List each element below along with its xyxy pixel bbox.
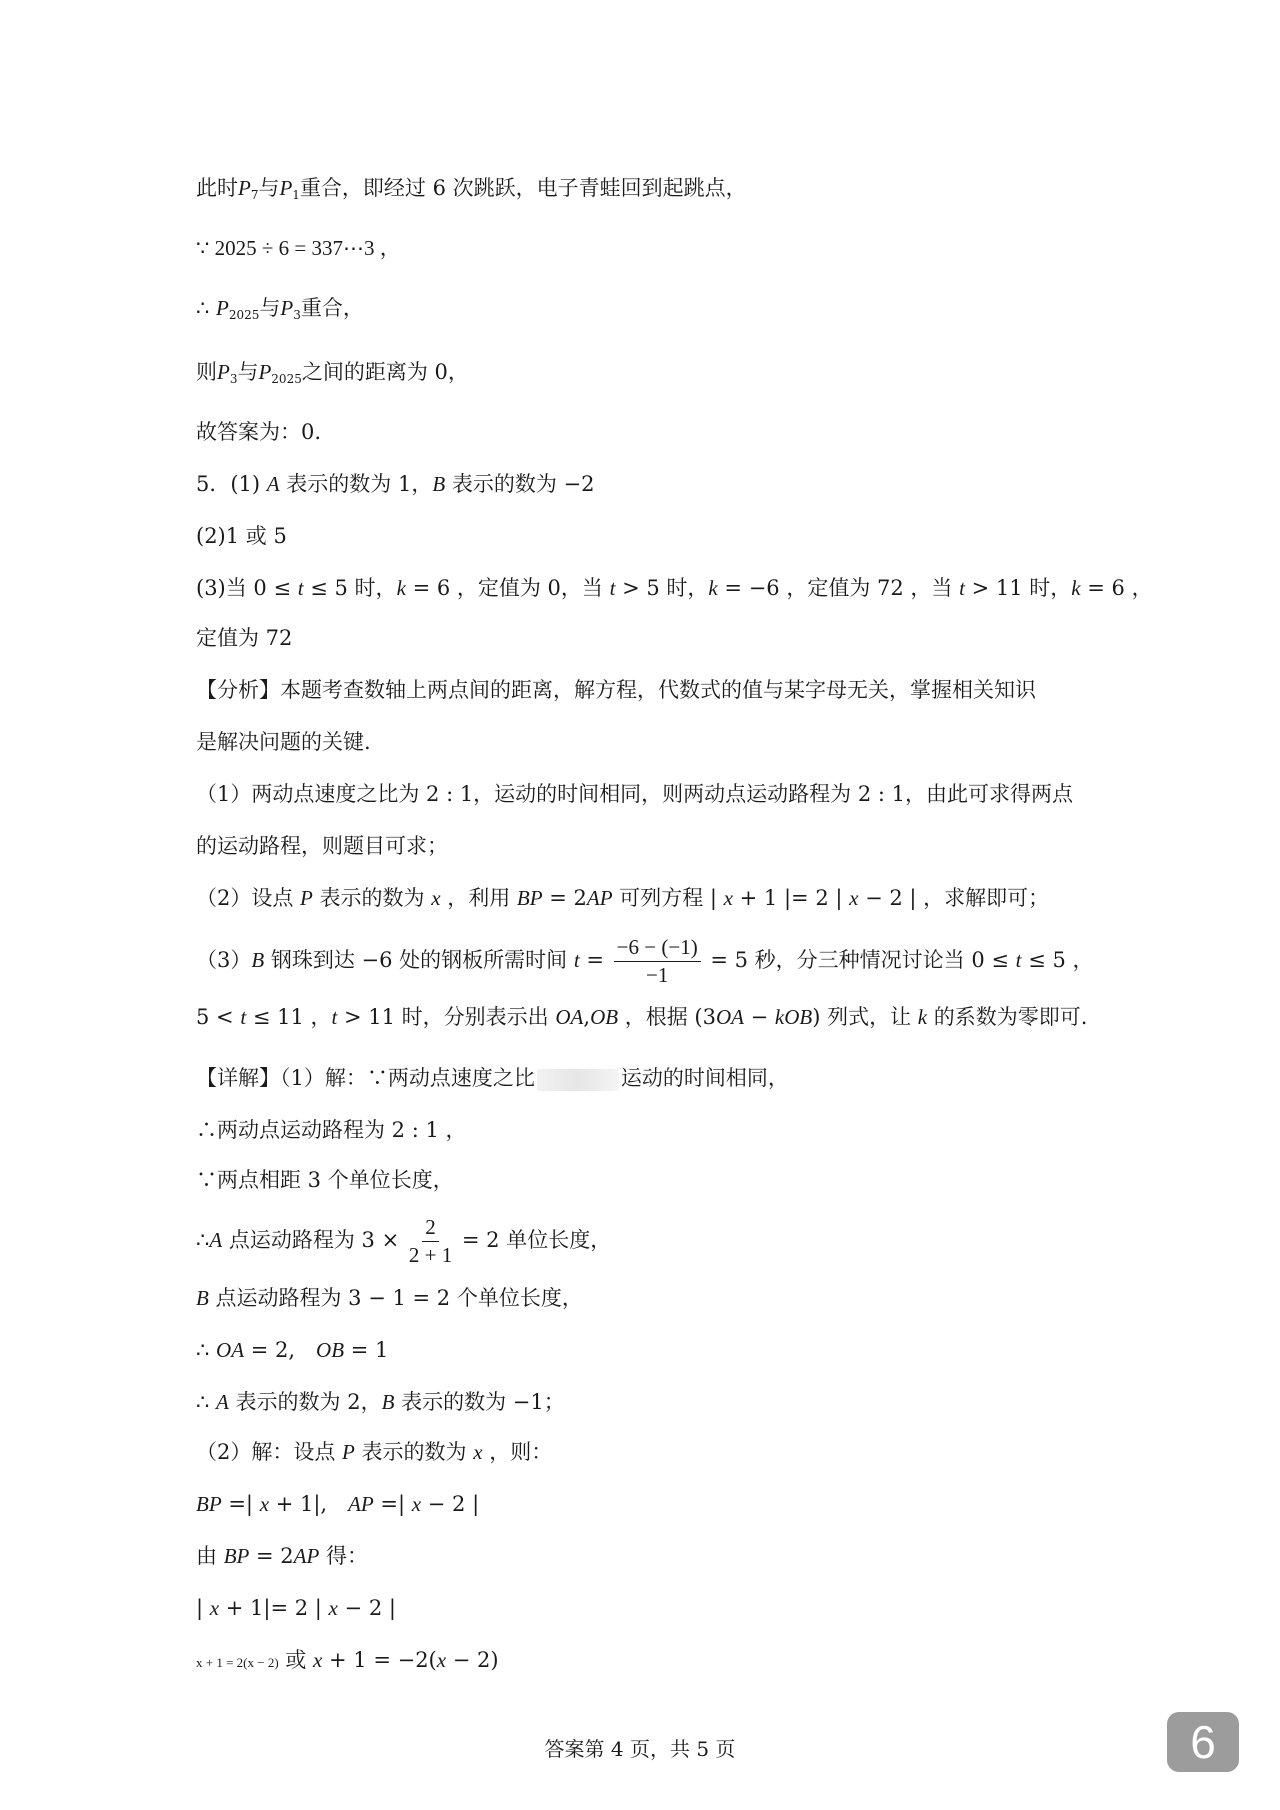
detail-heading: 【详解】（1）解：∵两动点速度之比 运动的时间相同， <box>196 1066 789 1090</box>
analysis-part-2: （2）设点 P 表示的数为 x ，利用 BP = 2AP 可列方程 | x + 1 |= 2 | x − 2 | ，求解即可； <box>196 886 1050 910</box>
detail-part-2-line-2: BP =| x + 1|, AP =| x − 2 | <box>196 1492 480 1516</box>
detail-line-6: ∴ OA = 2, OB = 1 <box>196 1338 389 1362</box>
detail-part-2-heading: （2）解：设点 P 表示的数为 x ，则： <box>196 1440 553 1464</box>
detail-line-5: B 点运动路程为 3 − 1 = 2 个单位长度， <box>196 1286 583 1310</box>
analysis-part-1-cont: 的运动路程，则题目可求； <box>196 834 448 858</box>
analysis-part-3-cont: 5 < t ≤ 11 ，t > 11 时，分别表示出 OA,OB ，根据 (3OA − kOB) 列式，让 k 的系数为零即可. <box>196 1005 1088 1029</box>
detail-line-3: ∵两点相距 3 个单位长度， <box>196 1168 454 1192</box>
analysis-part-3: （3）B 钢珠到达 −6 处的钢板所需时间 t = $\frac{-6 - (-1)}{-1}$ = 5 秒，分三种情况讨论当 0 ≤ t ≤ 5 ， <box>196 935 1094 987</box>
analysis-line-2: 是解决问题的关键. <box>196 730 371 754</box>
text-line-5: 故答案为：0. <box>196 420 322 444</box>
time-fraction: $\frac{-6 - (-1)}{-1}$ <box>614 937 701 986</box>
answer-5-part-1: 5．(1) A 表示的数为 1，B 表示的数为 −2 <box>196 472 595 496</box>
text-line-2: ∵ 2025 ÷ 6 = 337⋯3 ， <box>196 236 401 260</box>
page-footer: 答案第 4 页，共 5 页 <box>544 1737 736 1761</box>
analysis-part-1: （1）两动点速度之比为 2 : 1，运动的时间相同，则两动点运动路程为 2 : 1，由此可求得两点 <box>196 782 1074 806</box>
text-line-4: 则$P_3$与$P_{2025}$之间的距离为 0， <box>196 360 469 386</box>
analysis-heading: 【分析】本题考查数轴上两点间的距离，解方程，代数式的值与某字母无关，掌握相关知识 <box>196 678 1036 702</box>
page-number-badge: 6 <box>1167 1712 1239 1772</box>
detail-part-2-line-3: 由 BP = 2AP 得： <box>196 1544 368 1568</box>
detail-part-2-line-4: | x + 1|= 2 | x − 2 | <box>196 1596 396 1620</box>
detail-line-4: ∴A 点运动路程为 3 × $\frac{2}{2 + 1}$ = 2 单位长度， <box>196 1215 612 1267</box>
answer-5-part-2: (2)1 或 5 <box>196 524 287 548</box>
text-line-1: 此时$P_7$与$P_1$重合，即经过 6 次跳跃，电子青蛙回到起跳点， <box>196 176 747 202</box>
answer-5-part-3-cont: 定值为 72 <box>196 626 293 650</box>
detail-line-2: ∴两动点运动路程为 2 : 1 ， <box>196 1118 467 1142</box>
blurred-redaction <box>537 1069 619 1091</box>
text-line-3: ∴ $P_{2025}$与$P_3$重合， <box>196 296 364 322</box>
answer-5-part-3: (3)当 0 ≤ t ≤ 5 时，k = 6 ，定值为 0，当 t > 5 时，k = −6 ，定值为 72 ，当 t > 11 时，k = 6 ， <box>196 576 1153 600</box>
detail-part-2-line-5: x + 1 = 2(x − 2) 或 x + 1 = −2(x − 2) <box>196 1648 499 1672</box>
ratio-fraction: $\frac{2}{2 + 1}$ <box>408 1215 453 1267</box>
detail-line-7: ∴ A 表示的数为 2，B 表示的数为 −1； <box>196 1390 565 1414</box>
